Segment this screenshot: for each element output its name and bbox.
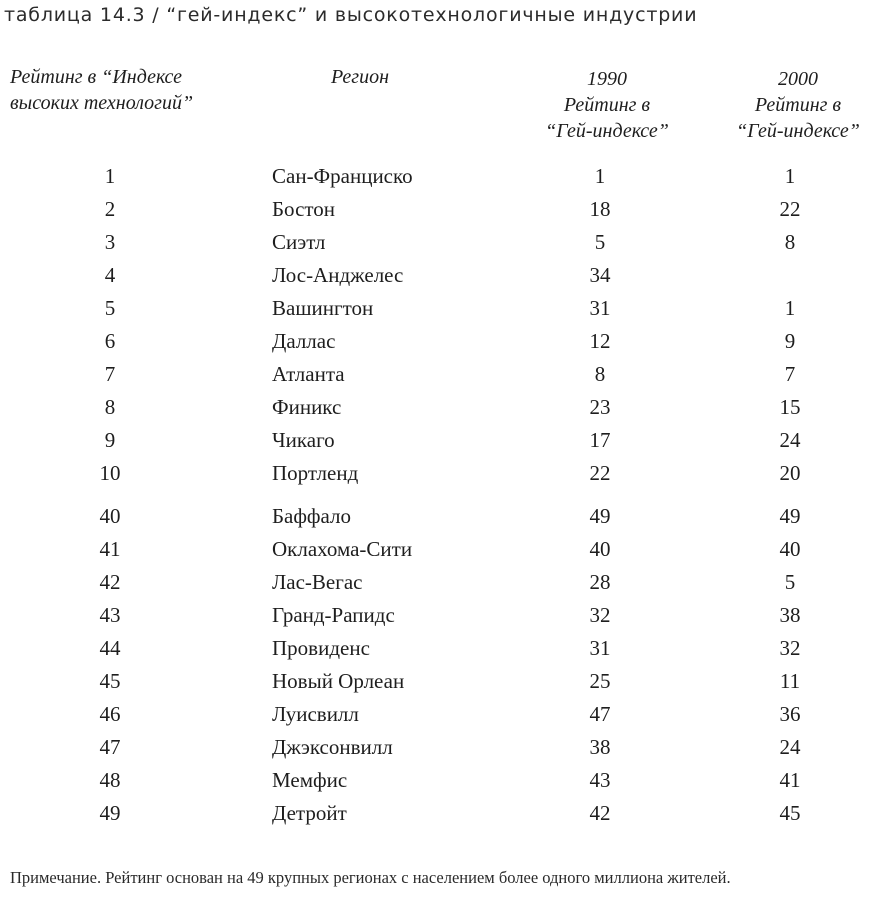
cell-gay-index-2000: 41	[779, 768, 801, 792]
cell-gay-index-1990: 32	[589, 603, 611, 627]
cell-gay-index-2000: 38	[779, 603, 801, 627]
cell-region: Детройт	[272, 801, 347, 825]
cell-region: Даллас	[272, 329, 336, 353]
table-row	[0, 500, 890, 533]
table-row	[0, 193, 890, 226]
cell-gay-index-2000: 22	[779, 197, 801, 221]
cell-gay-index-1990: 43	[589, 768, 611, 792]
cell-region: Оклахома-Сити	[272, 537, 413, 561]
cell-region: Лос-Анджелес	[272, 263, 404, 287]
cell-gay-index-2000: 49	[779, 504, 801, 528]
table-row	[0, 566, 890, 599]
cell-tech-rank: 2	[104, 197, 116, 221]
cell-tech-rank: 4	[104, 263, 116, 287]
cell-region: Джэксонвилл	[272, 735, 393, 759]
header-tech-index-rank	[10, 64, 270, 116]
cell-gay-index-1990: 49	[589, 504, 611, 528]
cell-region: Провиденс	[272, 636, 370, 660]
cell-tech-rank: 47	[99, 735, 121, 759]
table-row	[0, 457, 890, 490]
cell-tech-rank: 40	[99, 504, 121, 528]
cell-gay-index-2000: 20	[779, 461, 801, 485]
cell-tech-rank: 45	[99, 669, 121, 693]
cell-gay-index-1990: 42	[589, 801, 611, 825]
cell-region: Лас-Вегас	[272, 570, 363, 594]
cell-gay-index-1990: 38	[589, 735, 611, 759]
cell-region: Луисвилл	[272, 702, 359, 726]
table-row	[0, 226, 890, 259]
cell-gay-index-1990: 47	[589, 702, 611, 726]
cell-gay-index-1990: 5	[594, 230, 606, 254]
cell-gay-index-1990: 23	[589, 395, 611, 419]
cell-region: Новый Орлеан	[272, 669, 405, 693]
cell-gay-index-1990: 31	[589, 636, 611, 660]
table-row	[0, 391, 890, 424]
cell-tech-rank: 46	[99, 702, 121, 726]
cell-region: Финикс	[272, 395, 342, 419]
cell-gay-index-2000: 24	[779, 735, 801, 759]
cell-gay-index-1990: 1	[594, 164, 606, 188]
cell-tech-rank: 43	[99, 603, 121, 627]
table-title: таблица 14.3 / “гей-индекс” и высокотехнологичные индустрии	[4, 4, 698, 26]
header-line: “Гей-индексе”	[736, 120, 860, 142]
header-line: 2000	[778, 68, 818, 90]
cell-gay-index-2000: 5	[784, 570, 796, 594]
cell-tech-rank: 3	[104, 230, 116, 254]
cell-gay-index-1990: 34	[589, 263, 611, 287]
header-2000-gay-index	[693, 66, 890, 144]
cell-region: Портленд	[272, 461, 359, 485]
cell-gay-index-1990: 40	[589, 537, 611, 561]
cell-tech-rank: 6	[104, 329, 116, 353]
header-line: Рейтинг в “Индексе	[10, 66, 183, 88]
table-row	[0, 632, 890, 665]
cell-gay-index-2000: 40	[779, 537, 801, 561]
cell-region: Чикаго	[272, 428, 335, 452]
header-line: “Гей-индексе”	[545, 120, 669, 142]
table-row	[0, 292, 890, 325]
table-row	[0, 358, 890, 391]
table-row	[0, 533, 890, 566]
cell-gay-index-1990: 31	[589, 296, 611, 320]
cell-gay-index-2000: 1	[784, 296, 796, 320]
cell-region: Сиэтл	[272, 230, 326, 254]
cell-tech-rank: 5	[104, 296, 116, 320]
cell-region: Атланта	[272, 362, 345, 386]
cell-gay-index-1990: 22	[589, 461, 611, 485]
cell-tech-rank: 44	[99, 636, 121, 660]
header-line: 1990	[587, 68, 627, 90]
cell-tech-rank: 48	[99, 768, 121, 792]
cell-gay-index-1990: 18	[589, 197, 611, 221]
cell-gay-index-2000: 24	[779, 428, 801, 452]
table-footnote: Примечание. Рейтинг основан на 49 крупных регионах с населением более одного миллиона жителей.	[10, 868, 731, 887]
cell-tech-rank: 9	[104, 428, 116, 452]
cell-tech-rank: 1	[104, 164, 116, 188]
header-line: Рейтинг в	[563, 94, 651, 116]
cell-gay-index-2000: 1	[784, 164, 796, 188]
cell-gay-index-1990: 28	[589, 570, 611, 594]
cell-region: Мемфис	[272, 768, 348, 792]
cell-gay-index-2000: 7	[784, 362, 796, 386]
cell-gay-index-2000: 32	[779, 636, 801, 660]
cell-tech-rank: 8	[104, 395, 116, 419]
cell-gay-index-2000: 15	[779, 395, 801, 419]
cell-gay-index-2000: 45	[779, 801, 801, 825]
table-row	[0, 424, 890, 457]
table-row	[0, 698, 890, 731]
table-row	[0, 731, 890, 764]
cell-tech-rank: 7	[104, 362, 116, 386]
header-region	[250, 64, 470, 90]
cell-tech-rank: 49	[99, 801, 121, 825]
cell-tech-rank: 42	[99, 570, 121, 594]
cell-tech-rank: 10	[99, 461, 121, 485]
table-row	[0, 259, 890, 292]
header-line: Рейтинг в	[754, 94, 842, 116]
cell-gay-index-1990: 17	[589, 428, 611, 452]
cell-region: Бостон	[272, 197, 336, 221]
table-row	[0, 325, 890, 358]
cell-gay-index-2000: 9	[784, 329, 796, 353]
cell-gay-index-2000: 36	[779, 702, 801, 726]
table-row	[0, 797, 890, 830]
header-line: Регион	[330, 66, 390, 88]
cell-gay-index-1990: 8	[594, 362, 606, 386]
table-row	[0, 160, 890, 193]
header-line: высоких технологий”	[10, 92, 194, 114]
cell-gay-index-1990: 25	[589, 669, 611, 693]
cell-region: Гранд-Рапидс	[272, 603, 395, 627]
header-1990-gay-index	[502, 66, 712, 144]
cell-gay-index-2000: 11	[779, 669, 801, 693]
table-row	[0, 764, 890, 797]
cell-region: Баффало	[272, 504, 351, 528]
cell-tech-rank: 41	[99, 537, 121, 561]
table-row	[0, 665, 890, 698]
cell-gay-index-1990: 12	[589, 329, 611, 353]
cell-region: Вашингтон	[272, 296, 374, 320]
cell-region: Сан-Франциско	[272, 164, 413, 188]
table-row	[0, 599, 890, 632]
cell-gay-index-2000: 8	[784, 230, 796, 254]
